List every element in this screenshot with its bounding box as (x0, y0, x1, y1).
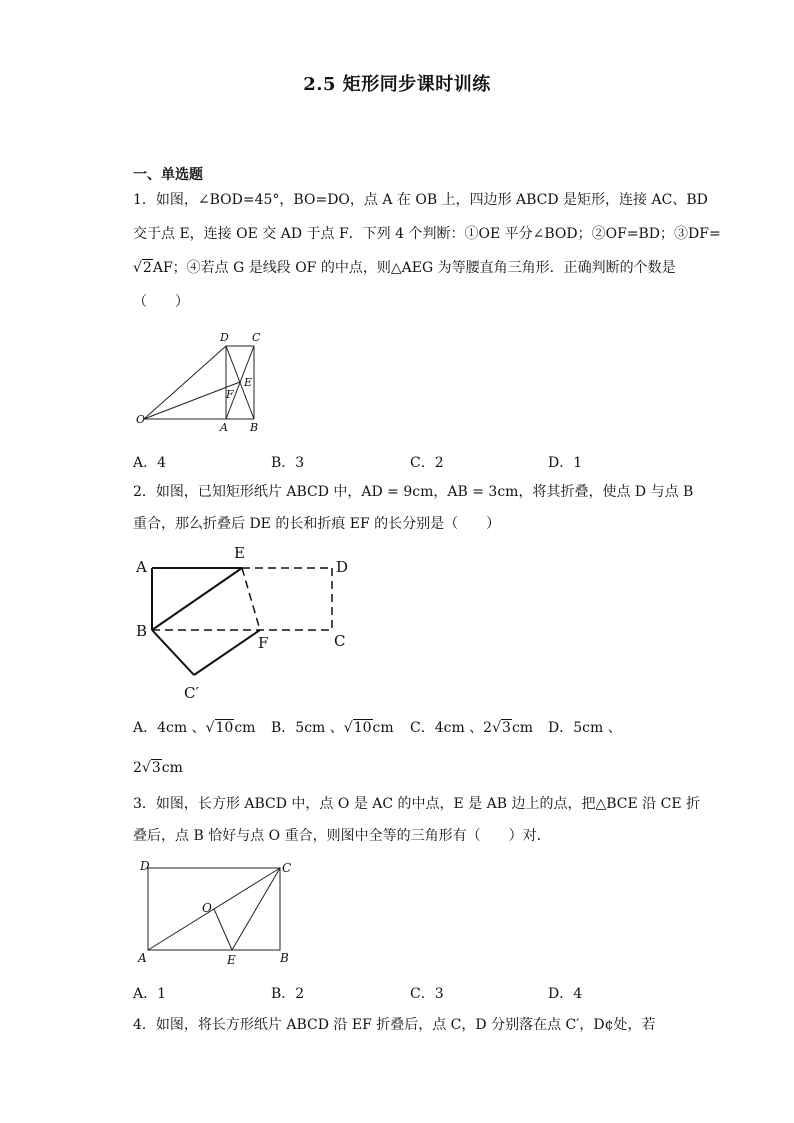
q2-option-a-prefix: A．4cm 、 (133, 720, 206, 736)
label-a2: A (136, 558, 147, 576)
q1-line-3-text: AF；④若点 G 是线段 OF 的中点，则△AEG 为等腰直角三角形．正确判断的个数是 (152, 260, 676, 276)
q2-option-a[interactable] (133, 717, 255, 737)
q2-option-b-prefix: B．5cm 、 (271, 720, 344, 736)
sqrt-symbol: √10 (205, 720, 234, 736)
q2-line-2: 重合，那么折叠后 DE 的长和折痕 EF 的长分别是（ ） (133, 516, 501, 532)
sqrt-symbol: √10 (343, 720, 372, 736)
q2-line-1: 2．如图，已知矩形纸片 ABCD 中，AD = 9cm，AB = 3cm，将其折叠，使点 D 与点 B (133, 484, 694, 500)
label-a: A (220, 421, 228, 434)
q1-line-2: 交于点 E，连接 OE 交 AD 于点 F．下列 4 个判断：①OE 平分∠BOD；②OF=BD；③DF= (133, 226, 721, 242)
label-c2: C (334, 632, 346, 650)
q1-option-c[interactable]: C．2 (410, 455, 444, 471)
label-c: C (252, 331, 261, 344)
q2-option-d[interactable] (548, 717, 622, 737)
label-a3: A (138, 951, 147, 965)
q3-option-c[interactable]: C．3 (410, 986, 444, 1002)
q1-option-b[interactable]: B．3 (271, 455, 305, 471)
label-c3: C (282, 861, 292, 875)
section-heading: 一、单选题 (133, 167, 203, 183)
label-b: B (250, 421, 259, 434)
q2-option-d-root: 3 (151, 760, 161, 776)
label-f2: F (258, 634, 269, 652)
sqrt-symbol: √3 (141, 760, 161, 776)
q2-option-b-unit: cm (372, 720, 394, 736)
q3-option-d[interactable]: D．4 (548, 986, 583, 1002)
q1-option-a[interactable]: A．4 (133, 455, 167, 471)
seg-c-prime-f (194, 630, 260, 675)
q1-option-d[interactable]: D．1 (548, 455, 583, 471)
q1-line-1: 1．如图，∠BOD=45°，BO=DO，点 A 在 OB 上，四边形 ABCD 是矩形，连接 AC、BD (133, 192, 708, 208)
q1-line-4: （ ） (133, 294, 189, 310)
seg-bc-prime (152, 630, 194, 675)
q2-figure (130, 540, 360, 710)
q4-line-1: 4．如图，将长方形纸片 ABCD 沿 EF 折叠后，点 C，D 分别落在点 C′，D¢处，若 (133, 1017, 656, 1033)
q3-option-b[interactable]: B．2 (271, 986, 305, 1002)
label-e: E (244, 376, 253, 389)
q2-option-a-unit: cm (234, 720, 256, 736)
label-d3: D (140, 859, 150, 873)
q3-figure (130, 852, 300, 972)
label-b3: B (280, 951, 289, 965)
seg-be (152, 568, 242, 630)
q2-option-d-unit: cm (161, 760, 183, 776)
label-d: D (220, 331, 229, 344)
q2-option-a-root: 10 (215, 720, 234, 736)
q2-option-d-cont[interactable] (133, 760, 183, 776)
q2-option-b-root: 10 (353, 720, 372, 736)
label-c-prime: C′ (184, 684, 199, 702)
q2-option-b[interactable] (271, 717, 394, 737)
q2-option-d-cont-prefix: 2 (133, 760, 142, 776)
label-d2: D (336, 558, 349, 576)
q1-figure (130, 326, 280, 436)
page-title: 2.5 矩形同步课时训练 (303, 74, 491, 95)
label-e3: E (227, 953, 236, 967)
label-o: O (136, 413, 146, 426)
seg-oe3 (214, 909, 232, 950)
label-f: F (226, 388, 234, 401)
q2-option-c-prefix: C．4cm 、2 (410, 720, 493, 736)
q2-option-d-prefix: D．5cm 、 (548, 720, 622, 736)
seg-ef-dashed (242, 568, 260, 630)
q2-option-c-unit: cm (511, 720, 534, 736)
q3-line-1: 3．如图，长方形 ABCD 中，点 O 是 AC 的中点，E 是 AB 边上的点，把△BCE 沿 CE 折 (133, 796, 700, 812)
sqrt-symbol: √2 (133, 260, 152, 276)
sqrt-symbol: √3 (492, 720, 511, 736)
seg-od (144, 346, 226, 419)
label-e2: E (234, 544, 245, 562)
q2-option-c[interactable] (410, 717, 533, 737)
q3-line-2: 叠后，点 B 恰好与点 O 重合，则图中全等的三角形有（ ）对． (133, 828, 551, 844)
q3-option-a[interactable]: A．1 (133, 986, 167, 1002)
q2-option-c-root: 3 (502, 720, 511, 736)
label-b2: B (136, 622, 148, 640)
seg-ec3 (232, 868, 280, 950)
label-o3: O (202, 901, 212, 915)
q1-root: 2 (142, 260, 152, 276)
q1-line-3 (133, 258, 676, 278)
